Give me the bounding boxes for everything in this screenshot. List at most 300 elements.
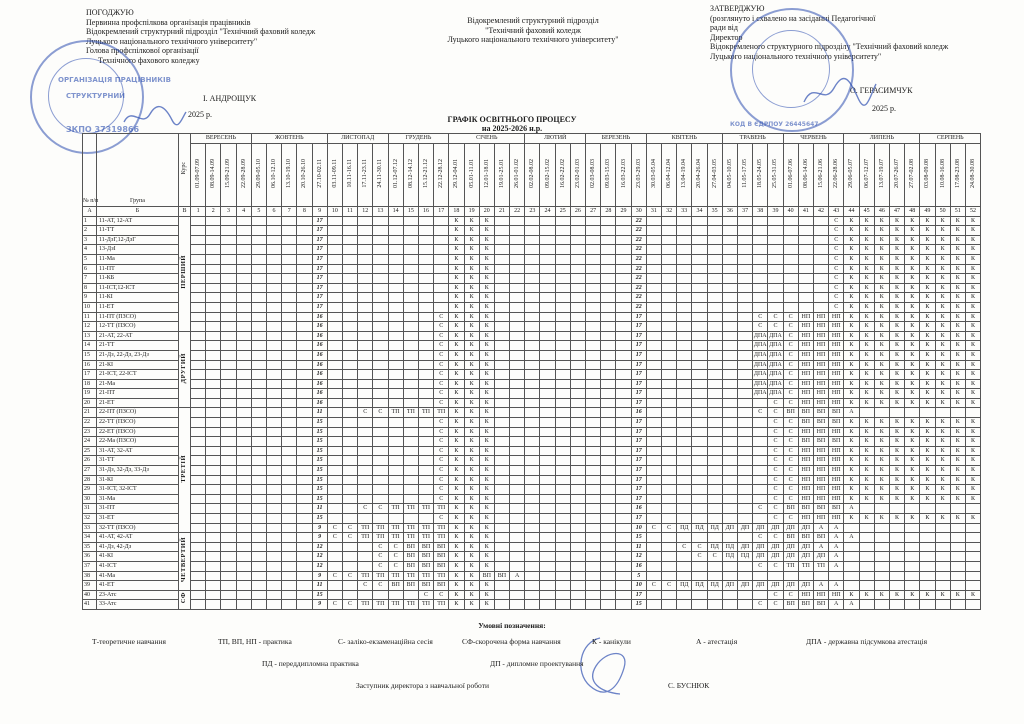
- schedule-cell: [297, 235, 312, 245]
- schedule-cell: [677, 600, 692, 610]
- schedule-cell: [540, 542, 555, 552]
- schedule-cell: К: [905, 331, 920, 341]
- schedule-cell: К: [479, 418, 494, 428]
- group-name: 22-ПТ (ПЗСО): [97, 408, 179, 418]
- schedule-cell: 15: [312, 418, 327, 428]
- schedule-cell: [191, 446, 206, 456]
- schedule-cell: [221, 398, 236, 408]
- schedule-cell: [586, 485, 601, 495]
- column-number: 4: [236, 207, 251, 217]
- schedule-cell: [692, 398, 707, 408]
- schedule-cell: [859, 561, 874, 571]
- schedule-cell: [540, 341, 555, 351]
- week-header: [555, 144, 570, 207]
- week-header: [844, 144, 859, 207]
- schedule-cell: [768, 274, 783, 284]
- schedule-cell: [236, 571, 251, 581]
- schedule-cell: [266, 581, 281, 591]
- schedule-cell: [677, 235, 692, 245]
- schedule-cell: К: [905, 494, 920, 504]
- schedule-cell: А: [829, 581, 844, 591]
- group-name: 11-Ма: [97, 254, 179, 264]
- schedule-cell: НП: [829, 350, 844, 360]
- schedule-cell: [662, 350, 677, 360]
- schedule-cell: [616, 302, 631, 312]
- schedule-cell: ДПА: [753, 331, 768, 341]
- schedule-cell: [753, 475, 768, 485]
- table-row: [83, 408, 981, 418]
- schedule-cell: [221, 408, 236, 418]
- legend-item: СФ-скорочена форма навчання: [462, 637, 561, 646]
- week-range: 06.07-12.07: [863, 158, 870, 188]
- schedule-cell: [525, 542, 540, 552]
- schedule-cell: [342, 274, 357, 284]
- schedule-cell: НП: [798, 331, 813, 341]
- table-row: [83, 437, 981, 447]
- schedule-cell: [266, 264, 281, 274]
- schedule-cell: [570, 466, 585, 476]
- schedule-cell: [935, 581, 950, 591]
- schedule-cell: [601, 350, 616, 360]
- schedule-cell: [737, 437, 752, 447]
- schedule-cell: [586, 514, 601, 524]
- schedule-cell: К: [874, 283, 889, 293]
- column-number: 42: [813, 207, 828, 217]
- schedule-cell: [282, 331, 297, 341]
- schedule-cell: К: [935, 312, 950, 322]
- week-header: [646, 144, 661, 207]
- week-range: 29.09-05.10: [255, 158, 262, 188]
- schedule-cell: [737, 331, 752, 341]
- course-name: ПЕРШИЙ: [180, 255, 188, 289]
- schedule-cell: [191, 389, 206, 399]
- schedule-cell: [297, 370, 312, 380]
- schedule-cell: [236, 283, 251, 293]
- schedule-cell: НП: [829, 398, 844, 408]
- week-range: 03.08-09.08: [924, 158, 931, 188]
- schedule-cell: [266, 322, 281, 332]
- schedule-cell: К: [479, 216, 494, 226]
- schedule-cell: [905, 561, 920, 571]
- schedule-cell: [510, 446, 525, 456]
- schedule-cell: [586, 331, 601, 341]
- approve-left-line: Технічного фахового коледжу: [98, 55, 200, 65]
- schedule-cell: [373, 226, 388, 236]
- schedule-cell: [540, 427, 555, 437]
- schedule-cell: 15: [312, 446, 327, 456]
- schedule-cell: К: [464, 370, 479, 380]
- schedule-cell: [570, 533, 585, 543]
- schedule-cell: [555, 418, 570, 428]
- week-range: 27.04-03.05: [711, 158, 718, 188]
- schedule-cell: [403, 446, 418, 456]
- schedule-cell: [859, 571, 874, 581]
- schedule-cell: [282, 235, 297, 245]
- schedule-cell: [525, 581, 540, 591]
- schedule-cell: 22: [631, 245, 646, 255]
- schedule-cell: [616, 590, 631, 600]
- schedule-cell: 16: [631, 561, 646, 571]
- schedule-cell: [692, 235, 707, 245]
- schedule-cell: К: [889, 437, 904, 447]
- schedule-cell: [251, 283, 266, 293]
- schedule-cell: С: [829, 302, 844, 312]
- schedule-cell: [434, 235, 449, 245]
- schedule-cell: К: [950, 456, 965, 466]
- schedule-cell: [236, 418, 251, 428]
- schedule-cell: К: [449, 264, 464, 274]
- schedule-cell: [206, 456, 221, 466]
- schedule-cell: [236, 398, 251, 408]
- group-name: 33-Атс: [97, 600, 179, 610]
- schedule-cell: [266, 379, 281, 389]
- schedule-cell: [692, 379, 707, 389]
- schedule-cell: [753, 571, 768, 581]
- schedule-cell: [418, 446, 433, 456]
- schedule-cell: [373, 254, 388, 264]
- schedule-cell: [662, 379, 677, 389]
- schedule-cell: [540, 600, 555, 610]
- schedule-cell: [418, 216, 433, 226]
- schedule-cell: [206, 283, 221, 293]
- schedule-cell: НП: [798, 350, 813, 360]
- schedule-cell: 17: [312, 264, 327, 274]
- column-number: 19: [464, 207, 479, 217]
- schedule-cell: К: [479, 302, 494, 312]
- schedule-cell: [646, 427, 661, 437]
- schedule-cell: [662, 322, 677, 332]
- schedule-cell: [510, 475, 525, 485]
- schedule-cell: [707, 360, 722, 370]
- schedule-cell: [525, 504, 540, 514]
- table-row: [83, 322, 981, 332]
- schedule-cell: 17: [312, 283, 327, 293]
- schedule-cell: К: [889, 283, 904, 293]
- schedule-cell: [768, 293, 783, 303]
- schedule-cell: [510, 245, 525, 255]
- schedule-cell: [707, 466, 722, 476]
- schedule-cell: К: [905, 274, 920, 284]
- schedule-cell: 15: [312, 485, 327, 495]
- schedule-cell: [692, 504, 707, 514]
- schedule-cell: [510, 456, 525, 466]
- schedule-cell: [388, 446, 403, 456]
- schedule-cell: [905, 523, 920, 533]
- schedule-cell: [616, 581, 631, 591]
- schedule-cell: [677, 379, 692, 389]
- schedule-cell: [327, 466, 342, 476]
- schedule-cell: [707, 475, 722, 485]
- schedule-cell: [282, 523, 297, 533]
- schedule-cell: [525, 389, 540, 399]
- approve-right-line: Відокремленого структурного підрозділу "Технічний фаховий коледж: [710, 42, 949, 51]
- week-header: [905, 144, 920, 207]
- schedule-cell: С: [388, 542, 403, 552]
- column-number: 25: [555, 207, 570, 217]
- schedule-cell: [221, 322, 236, 332]
- week-range: 17.08-23.08: [954, 158, 961, 188]
- schedule-cell: [221, 360, 236, 370]
- schedule-cell: [586, 341, 601, 351]
- schedule-cell: [722, 533, 737, 543]
- schedule-cell: [251, 533, 266, 543]
- schedule-cell: ДП: [798, 581, 813, 591]
- schedule-cell: К: [920, 350, 935, 360]
- schedule-cell: [798, 216, 813, 226]
- week-header: [692, 144, 707, 207]
- schedule-cell: [707, 514, 722, 524]
- schedule-cell: [874, 571, 889, 581]
- schedule-cell: [510, 427, 525, 437]
- schedule-cell: К: [859, 370, 874, 380]
- month-header: ЧЕРВЕНЬ: [783, 134, 844, 144]
- schedule-cell: [646, 561, 661, 571]
- schedule-cell: [282, 254, 297, 264]
- schedule-cell: К: [920, 398, 935, 408]
- schedule-cell: ВП: [403, 561, 418, 571]
- schedule-cell: [358, 274, 373, 284]
- schedule-cell: ТП: [358, 533, 373, 543]
- schedule-cell: [206, 561, 221, 571]
- schedule-cell: [297, 216, 312, 226]
- schedule-cell: [221, 542, 236, 552]
- column-number-row: [83, 207, 981, 217]
- schedule-cell: 17: [631, 312, 646, 322]
- schedule-cell: [342, 216, 357, 226]
- schedule-cell: С: [783, 370, 798, 380]
- schedule-cell: С: [768, 418, 783, 428]
- schedule-cell: [570, 302, 585, 312]
- schedule-cell: [722, 331, 737, 341]
- schedule-cell: [251, 331, 266, 341]
- table-row: [83, 370, 981, 380]
- week-range: 20.04-26.04: [696, 158, 703, 188]
- schedule-cell: ТП: [418, 533, 433, 543]
- schedule-cell: [403, 322, 418, 332]
- week-header: [783, 144, 798, 207]
- schedule-cell: [616, 437, 631, 447]
- schedule-cell: [616, 514, 631, 524]
- schedule-cell: [525, 264, 540, 274]
- schedule-cell: [601, 360, 616, 370]
- schedule-cell: [373, 360, 388, 370]
- schedule-cell: 16: [312, 341, 327, 351]
- schedule-cell: ТП: [403, 504, 418, 514]
- schedule-cell: 17: [312, 245, 327, 255]
- schedule-cell: К: [965, 514, 980, 524]
- schedule-cell: ТП: [418, 504, 433, 514]
- schedule-cell: [388, 379, 403, 389]
- stamp-right-text: КОД В ЄДРПОУ 26445647: [730, 121, 819, 128]
- schedule-cell: [646, 245, 661, 255]
- schedule-cell: С: [434, 514, 449, 524]
- week-range: 15.12-21.12: [423, 158, 429, 188]
- schedule-cell: К: [950, 370, 965, 380]
- schedule-cell: [221, 581, 236, 591]
- schedule-cell: [859, 504, 874, 514]
- schedule-cell: [540, 504, 555, 514]
- schedule-cell: [570, 552, 585, 562]
- schedule-cell: [601, 446, 616, 456]
- schedule-cell: [251, 552, 266, 562]
- schedule-cell: К: [935, 235, 950, 245]
- schedule-cell: С: [783, 466, 798, 476]
- schedule-cell: К: [905, 446, 920, 456]
- schedule-cell: К: [950, 274, 965, 284]
- schedule-cell: [297, 427, 312, 437]
- schedule-cell: [707, 254, 722, 264]
- schedule-cell: [692, 561, 707, 571]
- schedule-cell: К: [449, 427, 464, 437]
- schedule-cell: [540, 379, 555, 389]
- schedule-cell: [206, 523, 221, 533]
- schedule-cell: ПД: [722, 552, 737, 562]
- schedule-cell: К: [874, 245, 889, 255]
- schedule-cell: [358, 283, 373, 293]
- column-number: 13: [373, 207, 388, 217]
- schedule-cell: [905, 571, 920, 581]
- column-number: 2: [206, 207, 221, 217]
- schedule-cell: [221, 312, 236, 322]
- schedule-cell: [692, 485, 707, 495]
- schedule-cell: [494, 533, 509, 543]
- schedule-cell: 11: [631, 542, 646, 552]
- schedule-cell: [206, 322, 221, 332]
- schedule-cell: [327, 418, 342, 428]
- schedule-cell: [282, 581, 297, 591]
- row-number: 32: [83, 514, 97, 524]
- table-row: [83, 254, 981, 264]
- schedule-cell: К: [449, 466, 464, 476]
- schedule-cell: К: [874, 446, 889, 456]
- schedule-cell: [251, 274, 266, 284]
- schedule-cell: [418, 514, 433, 524]
- schedule-cell: К: [874, 341, 889, 351]
- schedule-cell: [297, 379, 312, 389]
- schedule-cell: [662, 360, 677, 370]
- schedule-cell: [662, 293, 677, 303]
- schedule-cell: [342, 446, 357, 456]
- schedule-cell: [266, 466, 281, 476]
- schedule-cell: К: [479, 264, 494, 274]
- approve-left-title: ПОГОДЖУЮ: [86, 8, 134, 17]
- schedule-cell: ВП: [798, 418, 813, 428]
- schedule-cell: [510, 590, 525, 600]
- group-name: 41-ІСТ: [97, 561, 179, 571]
- schedule-cell: [221, 494, 236, 504]
- schedule-cell: С: [342, 523, 357, 533]
- schedule-cell: К: [479, 581, 494, 591]
- schedule-cell: ТП: [388, 504, 403, 514]
- schedule-cell: [616, 504, 631, 514]
- schedule-cell: [403, 350, 418, 360]
- schedule-cell: [266, 274, 281, 284]
- group-name: 22-ЕТ (ПЗСО): [97, 427, 179, 437]
- week-header: [829, 144, 844, 207]
- schedule-cell: [692, 322, 707, 332]
- schedule-cell: [555, 312, 570, 322]
- schedule-cell: С: [662, 523, 677, 533]
- approve-right-line: (розглянуто і схвалено на засіданні Педагогічної: [710, 13, 876, 23]
- month-header: БЕРЕЗЕНЬ: [586, 134, 647, 144]
- schedule-cell: К: [449, 350, 464, 360]
- approve-left-line: Луцького національного технічного університету": [86, 36, 258, 46]
- schedule-cell: [342, 389, 357, 399]
- schedule-cell: [297, 360, 312, 370]
- table-row: [83, 485, 981, 495]
- schedule-cell: [540, 590, 555, 600]
- schedule-cell: [586, 350, 601, 360]
- group-name: 41-Дз, 42-Дз: [97, 542, 179, 552]
- schedule-cell: [282, 504, 297, 514]
- schedule-cell: [722, 235, 737, 245]
- schedule-cell: К: [920, 360, 935, 370]
- schedule-cell: НП: [813, 475, 828, 485]
- schedule-cell: [525, 360, 540, 370]
- schedule-cell: [251, 322, 266, 332]
- schedule-cell: [768, 216, 783, 226]
- schedule-cell: [358, 590, 373, 600]
- column-number: 44: [844, 207, 859, 217]
- schedule-cell: [236, 322, 251, 332]
- schedule-cell: ТП: [358, 523, 373, 533]
- column-number: 31: [646, 207, 661, 217]
- schedule-cell: [358, 446, 373, 456]
- schedule-cell: [266, 514, 281, 524]
- schedule-cell: [555, 514, 570, 524]
- schedule-cell: НП: [829, 331, 844, 341]
- schedule-cell: [282, 341, 297, 351]
- schedule-cell: [373, 475, 388, 485]
- schedule-cell: [737, 235, 752, 245]
- schedule-cell: [191, 322, 206, 332]
- schedule-cell: [707, 456, 722, 466]
- week-header: [449, 144, 464, 207]
- row-number: 21: [83, 408, 97, 418]
- schedule-cell: [236, 370, 251, 380]
- column-number: 50: [935, 207, 950, 217]
- schedule-cell: [510, 370, 525, 380]
- schedule-cell: [297, 494, 312, 504]
- schedule-cell: [707, 216, 722, 226]
- month-header: ЛИПЕНЬ: [844, 134, 920, 144]
- schedule-cell: [768, 283, 783, 293]
- schedule-cell: [753, 283, 768, 293]
- row-number: 16: [83, 360, 97, 370]
- week-header: [494, 144, 509, 207]
- schedule-cell: ТП: [434, 523, 449, 533]
- schedule-cell: [206, 379, 221, 389]
- group-name: 31-ПТ: [97, 504, 179, 514]
- schedule-cell: К: [965, 235, 980, 245]
- schedule-cell: [297, 283, 312, 293]
- schedule-cell: [494, 226, 509, 236]
- schedule-cell: [722, 283, 737, 293]
- schedule-cell: [783, 571, 798, 581]
- schedule-cell: [206, 341, 221, 351]
- schedule-cell: С: [692, 552, 707, 562]
- schedule-cell: ТП: [388, 571, 403, 581]
- schedule-cell: [266, 312, 281, 322]
- schedule-cell: 17: [631, 494, 646, 504]
- schedule-cell: [251, 264, 266, 274]
- schedule-cell: К: [889, 302, 904, 312]
- schedule-cell: К: [965, 331, 980, 341]
- schedule-body: [83, 216, 981, 609]
- signer-role: Заступник директора з навчальної роботи: [356, 681, 489, 690]
- schedule-cell: [206, 235, 221, 245]
- schedule-cell: К: [935, 283, 950, 293]
